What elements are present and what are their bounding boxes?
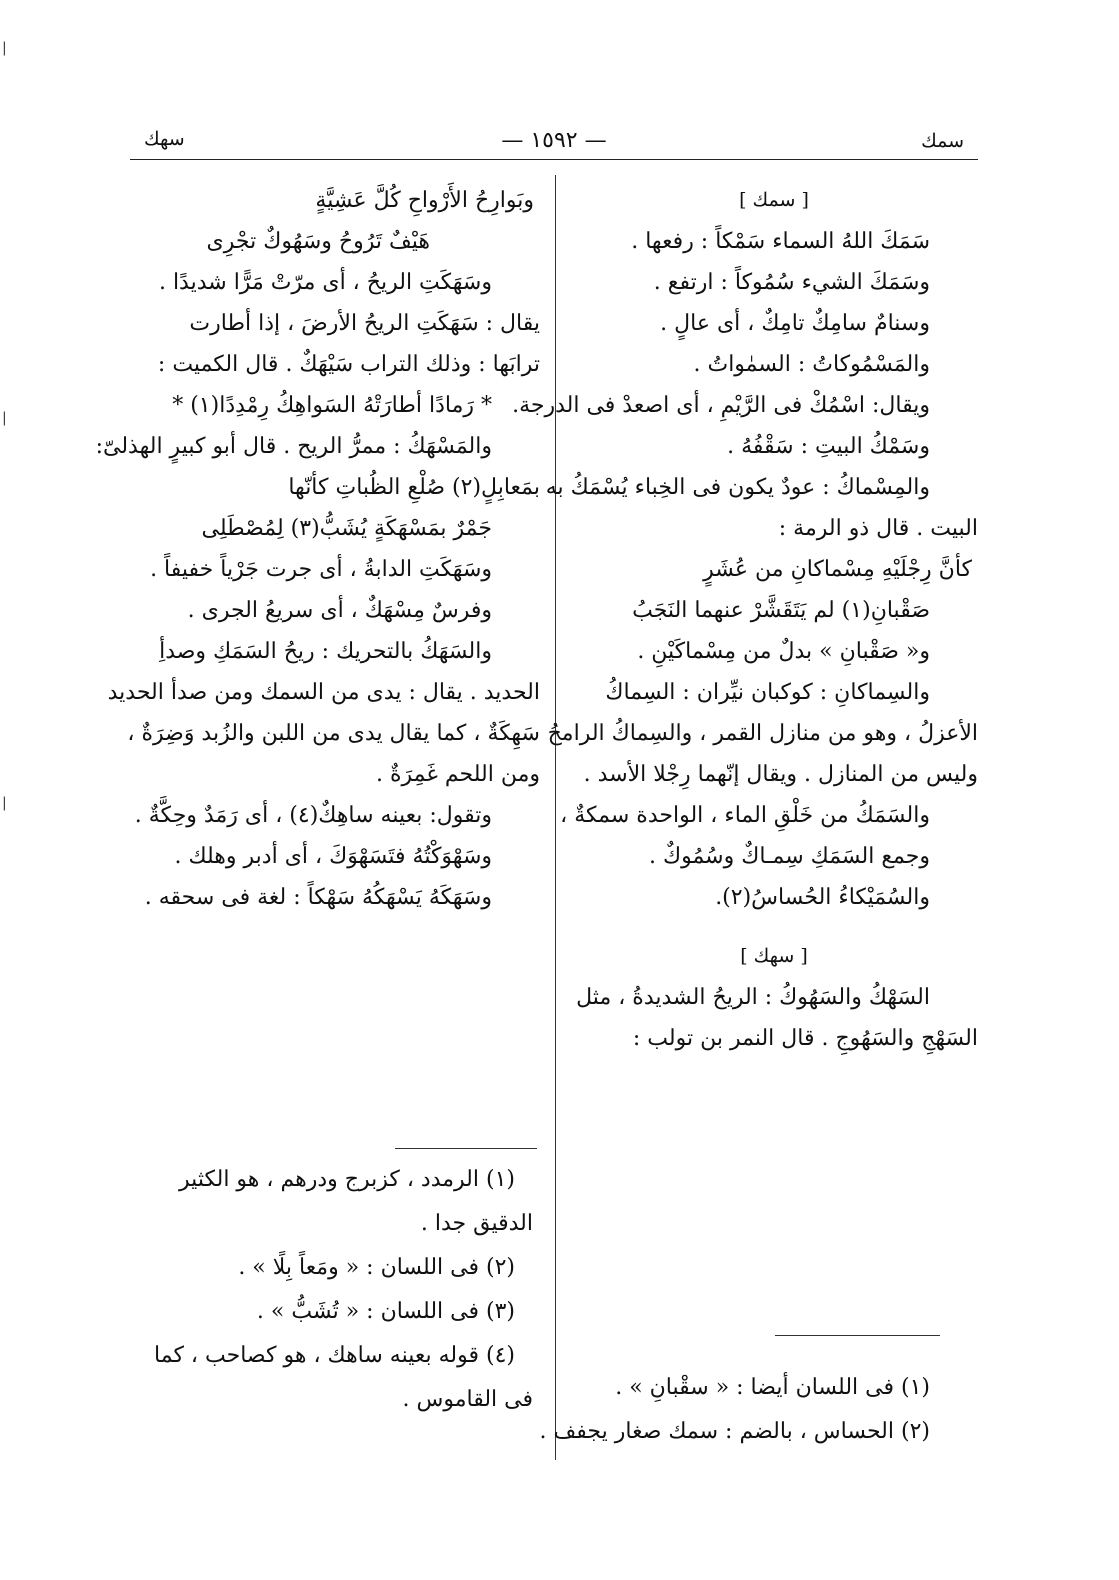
text-line: الحديد . يقال : يدى من السمك ومن صدأ الحديد	[107, 680, 540, 705]
text-line: سَهِكَةٌ ، كما يقال يدى من اللبن والزُبد وَضِرَةٌ ،	[127, 721, 540, 746]
footnote: (٣) فى اللسان : « تُشَبُّ » .	[256, 1299, 515, 1324]
verse-line: وبَوارِحُ الأَرْواحِ كُلَّ عَشِيَّةٍ	[315, 188, 534, 213]
text-line: وسَهَكَتِ الدابةُ ، أى جرت جَرْياً خفيفاً .	[150, 557, 492, 582]
verse-line: صَقْبانِ(١) لم يَتَقَشَّرْ عنهما النَجَبُ	[632, 598, 930, 623]
header-right-word: سمك	[921, 130, 964, 152]
text-line: السَهْكُ والسَهُوكُ : الريحُ الشديدةُ ، مثل	[576, 985, 930, 1010]
footnote: (١) الرمدد ، كزبرج ودرهم ، هو الكثير	[179, 1167, 515, 1192]
text-line: وسَمْكُ البيتِ : سَقْفُهُ .	[727, 434, 930, 459]
verse-line: بمَعابِلٍ(٢) صُلْعِ الظُباتِ كأنّها	[288, 475, 540, 500]
right-footnotes	[539, 1366, 930, 1454]
text-line: و« صَقْبانِ » بدلٌ من مِسْماكَيْنِ .	[637, 639, 930, 664]
text-line: الأعزلُ ، وهو من منازل القمر ، والسِماكُ الرامحُ	[547, 721, 978, 746]
text-line: والسَمَكُ من خَلْقِ الماء ، الواحدة سمكةٌ ،	[560, 803, 930, 828]
header-left-word: سهك	[144, 128, 185, 150]
entry-heading: [ سمك ]	[739, 189, 809, 211]
verse-line: جَمْرٌ بمَسْهَكَةٍ يُشَبُّ(٣) لِمُصْطَلِى	[201, 516, 492, 541]
text-line: والسِماكانِ : كوكبان نيِّران : السِماكُ	[605, 680, 930, 705]
left-footnotes	[128, 1158, 533, 1422]
text-line: ويقال: اسْمُكْ فى الرَّيْمِ ، أى اصعدْ فى الدرجة.	[512, 393, 930, 418]
text-line: والمَسْهَكُ : ممرُّ الريح . قال أبو كبيرٍ الهذلىّ:	[95, 434, 492, 459]
scan-mark: |	[2, 40, 7, 56]
footnote: (٢) الحساس ، بالضم : سمك صغار يجفف .	[539, 1419, 930, 1444]
text-line: وسَهَكَهُ يَسْهَكُهُ سَهْكاً : لغة فى سحقه .	[144, 885, 492, 910]
text-line: ترابَها : وذلك التراب سَيْهَكٌ . قال الكميت :	[157, 352, 540, 377]
text-line: سَمَكَ اللهُ السماء سَمْكاً : رفعها .	[631, 229, 930, 254]
footnote: (٤) قوله بعينه ساهك ، هو كصاحب ، كما	[154, 1343, 515, 1368]
scan-mark: |	[2, 795, 7, 811]
footnote: الدقيق جدا .	[420, 1211, 533, 1236]
text-line: وسنامٌ سامِكٌ تامِكٌ ، أى عالٍ .	[660, 311, 930, 336]
footnote: (١) فى اللسان أيضا : « سقْبانِ » .	[615, 1375, 930, 1400]
entry-heading: [ سهك ]	[740, 945, 808, 967]
text-line: والمَسْمُوكاتُ : السمٰواتُ .	[693, 352, 930, 377]
footnote: فى القاموس .	[402, 1387, 533, 1412]
running-header	[130, 128, 978, 158]
text-line: البيت . قال ذو الرمة :	[778, 516, 978, 541]
text-line: وسَهْوَكْتُهُ فتَسَهْوَكَ ، أى أدبر وهلك .	[174, 844, 492, 869]
text-line: والسَهَكُ بالتحريك : ريحُ السَمَكِ وصدأِ	[159, 639, 492, 664]
verse-line: * رَمادًا أطارَتْهُ السَواهِكُ رِمْدِدًا(١) *	[172, 393, 492, 418]
header-rule	[130, 159, 978, 160]
footnote-rule	[775, 1335, 940, 1336]
verse-line: هَيْفٌ تَرُوحُ وسَهُوكٌ تجْرِى	[206, 229, 430, 254]
scan-mark: |	[2, 410, 7, 426]
verse-line: كأنَّ رِجْلَيْهِ مِسْماكانِ من عُشَرٍ	[703, 557, 972, 582]
text-line: وتقول: بعينه ساهِكٌ(٤) ، أى رَمَدٌ وحِكَّةٌ .	[134, 803, 492, 828]
text-line: والسُمَيْكاءُ الحُساسُ(٢).	[715, 885, 930, 910]
text-line: وليس من المنازل . ويقال إنّهما رِجْلا الأسد .	[583, 762, 978, 787]
footnote-rule	[395, 1148, 537, 1149]
footnote: (٢) فى اللسان : « ومَعاً بِلًا » .	[238, 1255, 515, 1280]
text-line: يقال : سَهَكَتِ الريحُ الأرضَ ، إذا أطارت	[189, 311, 540, 336]
right-column	[512, 180, 978, 1059]
text-line: وسَمَكَ الشيء سُمُوكاً : ارتفع .	[653, 270, 930, 295]
text-line: السَهْجِ والسَهُوجِ . قال النمر بن تولب :	[632, 1026, 978, 1051]
text-line: والمِسْماكُ : عودٌ يكون فى الخِباء يُسْمَكُ به	[545, 475, 930, 500]
text-line: ومن اللحم غَمِرَةٌ .	[376, 762, 540, 787]
page-number: — ١٥٩٢ —	[501, 128, 607, 153]
text-line: وجمع السَمَكِ سِمـاكٌ وسُمُوكٌ .	[648, 844, 930, 869]
text-line: وسَهَكَتِ الريحُ ، أى مرّتْ مَرًّا شديدًا .	[158, 270, 492, 295]
left-column	[95, 180, 540, 918]
column-divider	[555, 175, 556, 1460]
text-line: وفرسٌ مِسْهَكٌ ، أى سريعُ الجرى .	[187, 598, 492, 623]
